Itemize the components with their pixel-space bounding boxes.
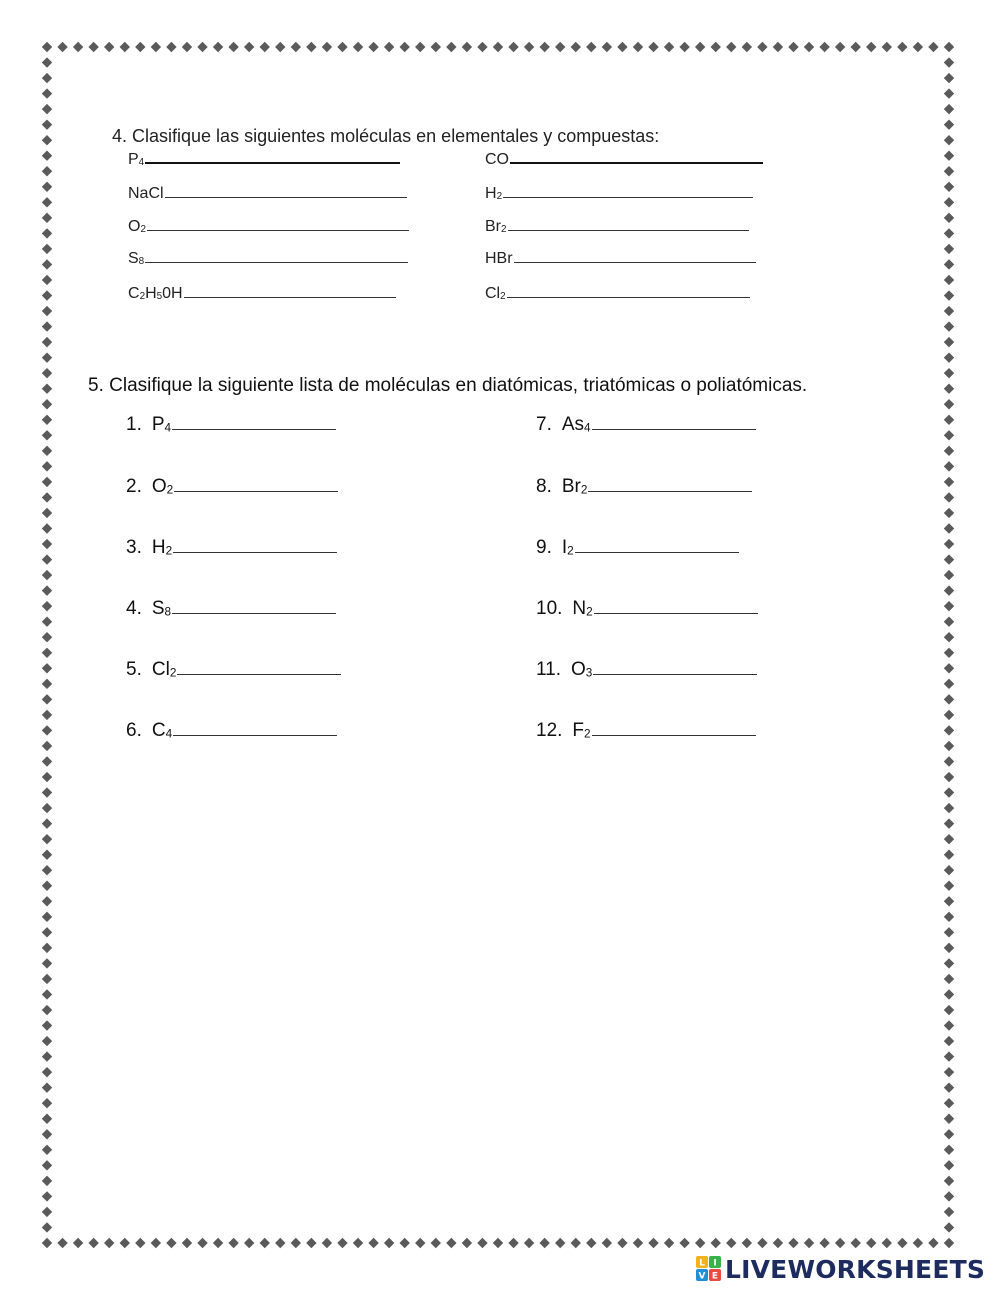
item-number: 12. — [536, 720, 563, 741]
answer-blank-line[interactable] — [172, 428, 336, 430]
molecule-formula — [571, 659, 592, 681]
item-number: 1. — [126, 414, 142, 435]
molecule-formula — [485, 185, 502, 203]
logo-mark-letter: E — [711, 1271, 719, 1282]
molecule-formula — [152, 659, 177, 681]
formula-subscript: 4 — [138, 157, 145, 169]
formula-text: H — [145, 285, 157, 302]
molecule-formula — [572, 598, 592, 620]
q4-item-left-2 — [128, 185, 407, 203]
answer-blank-line[interactable] — [514, 261, 756, 263]
answer-blank-line[interactable] — [145, 261, 408, 263]
molecule-formula — [128, 185, 164, 203]
item-number: 2. — [126, 476, 142, 497]
formula-text: O — [151, 476, 167, 497]
formula-text: F — [572, 720, 585, 741]
answer-blank-line[interactable] — [592, 428, 756, 430]
formula-subscript: 2 — [584, 727, 591, 741]
answer-blank-line[interactable] — [173, 551, 337, 553]
q5-item-8 — [536, 476, 752, 498]
answer-blank-line[interactable] — [172, 612, 336, 614]
formula-text: S — [128, 250, 139, 267]
answer-blank-line[interactable] — [594, 612, 758, 614]
q4-item-left-4 — [128, 250, 408, 268]
question-4-title: 4. Clasifique las siguientes moléculas en elementales y compuestas: — [112, 126, 660, 146]
formula-subscript: 2 — [166, 483, 174, 497]
formula-subscript: 2 — [500, 291, 506, 303]
answer-blank-line[interactable] — [593, 673, 757, 675]
answer-blank-line[interactable] — [510, 161, 763, 164]
q5-item-12 — [536, 720, 756, 742]
answer-blank-line[interactable] — [184, 296, 396, 298]
q4-item-left-3 — [128, 218, 409, 236]
answer-blank-line[interactable] — [507, 296, 750, 298]
formula-subscript: 2 — [501, 224, 507, 236]
molecule-formula — [152, 476, 173, 498]
formula-subscript: 8 — [164, 605, 172, 619]
molecule-formula — [485, 218, 507, 236]
liveworksheets-logo — [696, 1253, 985, 1285]
answer-blank-line[interactable] — [177, 673, 341, 675]
formula-subscript: 5 — [156, 291, 163, 303]
answer-blank-line[interactable] — [592, 734, 756, 736]
formula-text: P — [128, 151, 139, 168]
formula-text: Br — [485, 218, 501, 235]
q4-item-right-5 — [485, 285, 750, 303]
formula-subscript: 4 — [164, 421, 172, 435]
formula-text: S — [151, 598, 165, 619]
molecule-formula — [485, 285, 506, 303]
molecule-formula — [485, 250, 513, 268]
q5-item-3 — [126, 537, 337, 559]
molecule-formula — [572, 720, 590, 742]
molecule-formula — [128, 285, 183, 303]
molecule-formula — [152, 537, 172, 559]
logo-mark-letter: V — [698, 1271, 706, 1282]
formula-subscript: 2 — [496, 191, 503, 203]
item-number: 8. — [536, 476, 552, 497]
logo-mark-letter: L — [699, 1258, 705, 1269]
formula-text: As — [561, 414, 585, 435]
liveworksheets-logo-icon — [696, 1256, 722, 1282]
q4-item-right-4 — [485, 250, 756, 268]
formula-subscript: 8 — [138, 256, 145, 268]
formula-subscript: 2 — [169, 666, 177, 680]
answer-blank-line[interactable] — [173, 734, 337, 736]
answer-blank-line[interactable] — [147, 229, 409, 231]
q4-item-left-5 — [128, 285, 396, 303]
formula-text: H — [151, 537, 166, 558]
molecule-formula — [152, 720, 172, 742]
formula-subscript: 2 — [580, 483, 588, 497]
formula-subscript: 2 — [139, 291, 146, 303]
formula-text: I — [561, 537, 568, 558]
formula-text: 0H — [162, 285, 183, 302]
q5-item-10 — [536, 598, 758, 620]
formula-text: C — [128, 285, 140, 302]
q5-item-4 — [126, 598, 336, 620]
answer-blank-line[interactable] — [174, 490, 338, 492]
formula-subscript: 3 — [585, 666, 593, 680]
molecule-formula — [128, 250, 144, 268]
item-number: 7. — [536, 414, 552, 435]
answer-blank-line[interactable] — [575, 551, 739, 553]
molecule-formula — [562, 414, 591, 436]
item-number: 9. — [536, 537, 552, 558]
formula-text: HBr — [485, 250, 513, 267]
q5-item-1 — [126, 414, 336, 436]
answer-blank-line[interactable] — [145, 161, 400, 164]
molecule-formula — [152, 598, 171, 620]
molecule-formula — [128, 218, 146, 236]
item-number: 4. — [126, 598, 142, 619]
item-number: 11. — [536, 659, 562, 680]
molecule-formula — [485, 151, 509, 169]
formula-subscript: 4 — [165, 727, 173, 741]
molecule-formula — [562, 537, 574, 559]
q5-item-11 — [536, 659, 757, 681]
formula-text: Cl — [151, 659, 170, 680]
molecule-formula — [562, 476, 588, 498]
item-number: 3. — [126, 537, 142, 558]
answer-blank-line[interactable] — [588, 490, 752, 492]
question-5-title: 5. Clasifique la siguiente lista de moléculas en diatómicas, triatómicas o poliatómicas. — [88, 375, 808, 396]
q5-item-5 — [126, 659, 341, 681]
item-number: 5. — [126, 659, 142, 680]
molecule-formula — [152, 414, 171, 436]
q5-item-2 — [126, 476, 338, 498]
item-number: 6. — [126, 720, 142, 741]
q5-item-6 — [126, 720, 337, 742]
answer-blank-line[interactable] — [165, 196, 407, 198]
molecule-formula — [128, 151, 144, 169]
formula-subscript: 2 — [165, 544, 173, 558]
formula-text: CO — [485, 151, 509, 168]
q4-item-right-2 — [485, 185, 753, 203]
q4-item-right-1 — [485, 151, 763, 169]
item-number: 10. — [536, 598, 563, 619]
logo-mark-letter: I — [713, 1258, 717, 1269]
answer-blank-line[interactable] — [508, 229, 749, 231]
answer-blank-line[interactable] — [503, 196, 753, 198]
q4-item-left-1 — [128, 151, 400, 169]
formula-subscript: 4 — [584, 421, 591, 435]
formula-subscript: 2 — [140, 224, 146, 236]
formula-text: Br — [561, 476, 581, 497]
formula-text: P — [151, 414, 165, 435]
formula-subscript: 2 — [567, 544, 574, 558]
formula-text: Cl — [485, 285, 501, 302]
q5-item-7 — [536, 414, 756, 436]
formula-text: H — [485, 185, 497, 202]
formula-text: NaCl — [128, 185, 164, 202]
formula-text: O — [571, 659, 586, 680]
q4-item-right-3 — [485, 218, 749, 236]
formula-text: N — [572, 598, 587, 619]
q5-item-9 — [536, 537, 739, 559]
formula-text: O — [128, 218, 141, 235]
formula-subscript: 2 — [586, 605, 593, 619]
formula-text: C — [151, 720, 166, 741]
logo-text: LIVEWORKSHEETS — [725, 1254, 986, 1284]
